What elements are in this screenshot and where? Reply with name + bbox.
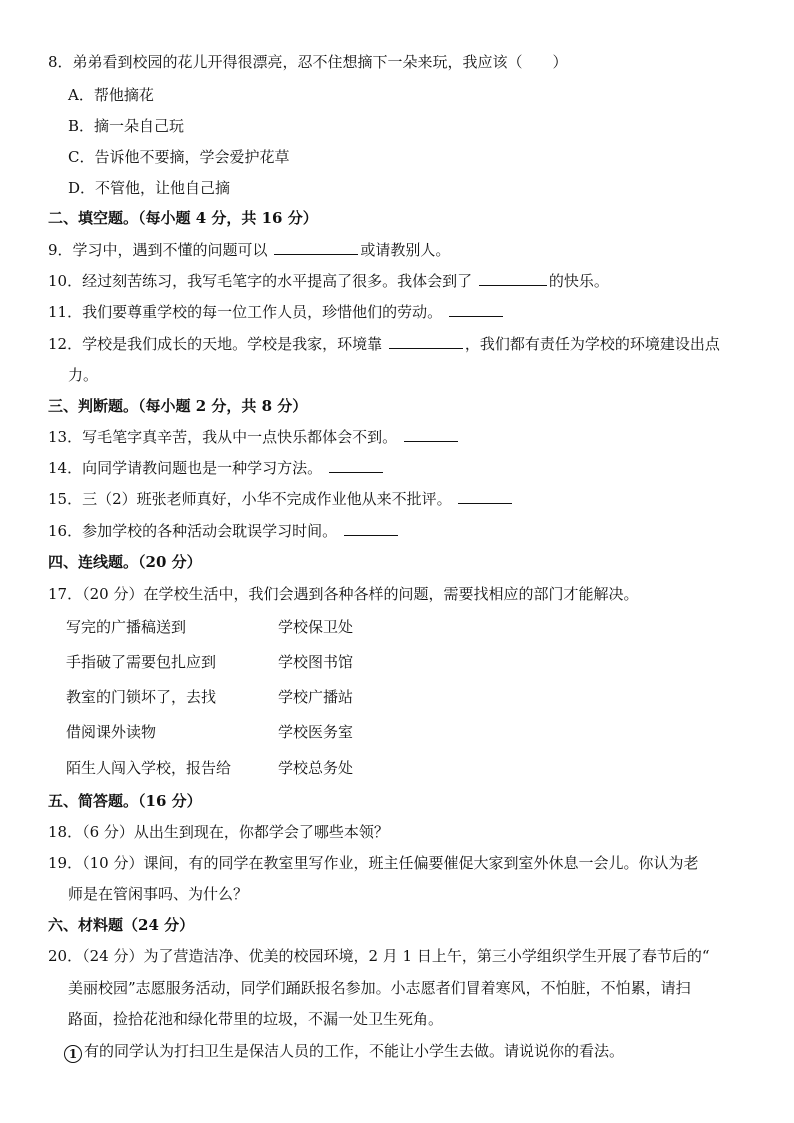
section-heading-true-false: 三、判断题。（每小题 2 分，共 8 分） xyxy=(48,397,308,415)
circled-number: 1 xyxy=(64,1045,82,1063)
question-12 xyxy=(48,334,766,354)
question-9-text: 9．学习中，遇到不懂的问题可以 xyxy=(48,241,273,259)
question-8-option-a: A．帮他摘花 xyxy=(68,86,154,104)
question-10-text: 10．经过刻苦练习，我写毛笔字的水平提高了很多。我体会到了 xyxy=(48,272,477,290)
question-17-stem: 17．（20 分）在学校生活中，我们会遇到各种各样的问题，需要找相应的部门才能解决。 xyxy=(48,585,639,603)
answer-blank[interactable] xyxy=(389,334,463,349)
match-right-item[interactable]: 学校医务室 xyxy=(278,723,354,741)
question-20-sub-1 xyxy=(64,1041,766,1063)
match-right-item[interactable]: 学校保卫处 xyxy=(278,618,354,636)
question-14-text: 14．向同学请教问题也是一种学习方法。 xyxy=(48,459,327,477)
match-left-item[interactable]: 写完的广播稿送到 xyxy=(66,618,187,636)
match-left-item[interactable]: 借阅课外读物 xyxy=(66,723,157,741)
answer-blank[interactable] xyxy=(344,521,398,536)
section-heading-material: 六、材料题（24 分） xyxy=(48,916,195,934)
question-12-text: 12．学校是我们成长的天地。学校是我家，环境靠 xyxy=(48,335,387,353)
question-16-text: 16．参加学校的各种活动会耽误学习时间。 xyxy=(48,522,342,540)
question-12-continuation: 力。 xyxy=(68,366,99,384)
match-right-item[interactable]: 学校广播站 xyxy=(278,688,354,706)
question-8-option-b: B．摘一朵自己玩 xyxy=(68,117,185,135)
answer-blank[interactable] xyxy=(404,427,458,442)
question-10 xyxy=(48,271,766,291)
question-14 xyxy=(48,458,766,478)
match-right-item[interactable]: 学校总务处 xyxy=(278,759,354,777)
question-19-line-2: 师是在管闲事吗、为什么？ xyxy=(68,885,249,903)
answer-blank[interactable] xyxy=(449,302,503,317)
question-13-text: 13．写毛笔字真辛苦，我从中一点快乐都体会不到。 xyxy=(48,428,402,446)
match-left-item[interactable]: 教室的门锁坏了，去找 xyxy=(66,688,217,706)
question-12-text-after: ，我们都有责任为学校的环境建设出点 xyxy=(464,335,720,353)
section-heading-fill-in: 二、填空题。（每小题 4 分，共 16 分） xyxy=(48,209,318,227)
match-left-item[interactable]: 陌生人闯入学校，报告给 xyxy=(66,759,232,777)
answer-blank[interactable] xyxy=(274,240,358,255)
question-8-stem: 8．弟弟看到校园的花儿开得很漂亮，忍不住想摘下一朵来玩，我应该（ ） xyxy=(48,53,568,71)
question-15-text: 15．三（2）班张老师真好，小华不完成作业他从来不批评。 xyxy=(48,490,457,508)
match-left-item[interactable]: 手指破了需要包扎应到 xyxy=(66,653,217,671)
question-15 xyxy=(48,489,766,509)
question-20-line-2: 美丽校园”志愿服务活动，同学们踊跃报名参加。小志愿者们冒着寒风，不怕脏，不怕累，请扫 xyxy=(68,979,691,997)
question-10-text-after: 的快乐。 xyxy=(548,272,609,290)
match-right-item[interactable]: 学校图书馆 xyxy=(278,653,354,671)
answer-blank[interactable] xyxy=(458,489,512,504)
question-8-option-c: C．告诉他不要摘，学会爱护花草 xyxy=(68,148,290,166)
question-9-text-after: 或请教别人。 xyxy=(360,241,451,259)
question-16 xyxy=(48,521,766,541)
question-20-line-1: 20．（24 分）为了营造洁净、优美的校园环境，2 月 1 日上午，第三小学组织学生开展了春节后的“ xyxy=(48,947,710,965)
question-11-text: 11．我们要尊重学校的每一位工作人员，珍惜他们的劳动。 xyxy=(48,303,447,321)
section-heading-matching: 四、连线题。（20 分） xyxy=(48,553,202,571)
answer-blank[interactable] xyxy=(329,458,383,473)
section-heading-short-answer: 五、简答题。（16 分） xyxy=(48,792,202,810)
question-13 xyxy=(48,427,766,447)
question-20-sub-1-text: 有的同学认为打扫卫生是保洁人员的工作，不能让小学生去做。请说说你的看法。 xyxy=(84,1042,625,1060)
question-11 xyxy=(48,302,766,322)
question-20-line-3: 路面，捡拾花池和绿化带里的垃圾，不漏一处卫生死角。 xyxy=(68,1010,444,1028)
question-8-option-d: D．不管他，让他自己摘 xyxy=(68,179,231,197)
question-19-line-1: 19．（10 分）课间，有的同学在教室里写作业，班主任偏要催促大家到室外休息一会儿。你认为老 xyxy=(48,854,699,872)
question-18: 18．（6 分）从出生到现在，你都学会了哪些本领？ xyxy=(48,823,389,841)
question-9 xyxy=(48,240,766,260)
answer-blank[interactable] xyxy=(479,271,547,286)
